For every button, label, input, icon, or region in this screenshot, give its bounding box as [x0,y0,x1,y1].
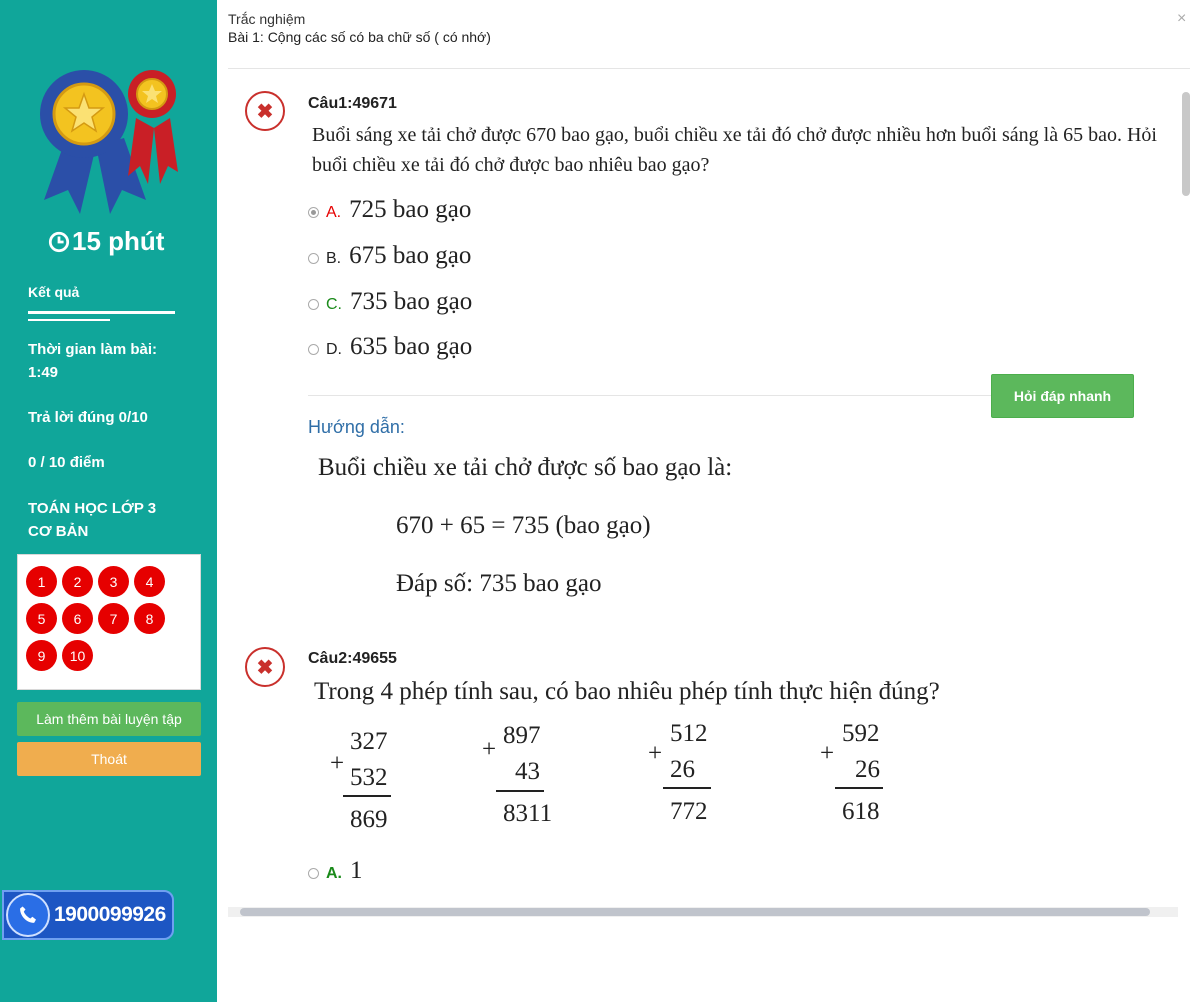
question-number-4[interactable]: 4 [134,566,165,597]
calc-2-bottom: 43 [515,758,540,785]
section-divider [308,395,992,396]
question-text: Buổi sáng xe tải chở được 670 bao gạo, buổi chiều xe tải đó chở được nhiều hơn buổi sáng là 65 bao. Hỏi buổi chiều xe tải đó chở được bao nhiêu bao gạo? [312,124,1157,176]
question-number-8[interactable]: 8 [134,603,165,634]
clock-icon [48,231,70,253]
calc-2-result: 8311 [503,800,553,827]
option-a[interactable] [308,196,471,224]
result-bar [28,311,175,314]
result-label: Kết quả [28,284,80,300]
option-letter: D. [326,341,342,358]
header-type: Trắc nghiệm [228,11,306,27]
solution-line: Buổi chiều xe tải chở được số bao gạo là: [318,454,733,481]
wrong-answer-icon: ✖ [245,91,285,131]
calc-1-result: 869 [350,806,388,833]
lesson-title: Bài 1: Cộng các số có ba chữ số ( có nhớ) [228,29,491,45]
hotline-badge[interactable] [2,890,174,940]
correct-answers: Trả lời đúng 0/10 [28,409,148,426]
plus-sign: + [820,740,835,767]
time-spent: Thời gian làm bài: 1:49 [28,341,158,381]
option-letter: A. [326,865,342,882]
question-number-5[interactable]: 5 [26,603,57,634]
question-number-9[interactable]: 9 [26,640,57,671]
exit-button[interactable]: Thoát [17,742,201,776]
solution-calculation: 670 + 65 = 735 (bao gạo) [396,512,651,539]
question-number-1[interactable]: 1 [26,566,57,597]
header-divider [228,68,1190,69]
radio-button[interactable] [308,299,319,310]
option-letter: C. [326,296,342,313]
option-b[interactable] [308,242,471,270]
phone-icon [6,893,50,937]
option-text: 675 bao gạo [349,242,472,269]
close-icon[interactable]: × [1177,10,1187,27]
plus-sign: + [648,740,663,767]
wrong-answer-icon: ✖ [245,647,285,687]
option-letter: A. [326,204,342,221]
guide-label: Hướng dẫn: [308,417,405,437]
option-text: 735 bao gạo [350,288,473,315]
sidebar [0,0,217,1002]
calc-1-top: 327 [350,728,388,755]
plus-sign: + [482,736,497,763]
calc-1-bottom: 532 [350,764,388,791]
vertical-scrollbar[interactable] [1182,92,1190,196]
radio-button[interactable] [308,207,319,218]
practice-more-button[interactable]: Làm thêm bài luyện tập [17,702,201,736]
plus-sign: + [330,750,345,777]
option-text: 635 bao gạo [350,333,473,360]
question-number-2[interactable]: 2 [62,566,93,597]
solution-answer: Đáp số: 735 bao gạo [396,570,602,597]
calc-4-result: 618 [842,798,880,825]
hotline-number: 1900099926 [54,903,166,926]
medal-icon [36,68,186,214]
option-a[interactable] [308,857,363,885]
calc-4-top: 592 [842,720,880,747]
option-d[interactable] [308,333,472,361]
radio-button[interactable] [308,868,319,879]
calc-3-bottom: 26 [670,756,695,783]
option-letter: B. [326,250,342,267]
calc-3-top: 512 [670,720,708,747]
radio-button[interactable] [308,344,319,355]
question-number-7[interactable]: 7 [98,603,129,634]
question-navigator [17,554,201,690]
calc-2-line [496,790,544,792]
question-number-3[interactable]: 3 [98,566,129,597]
calc-1-line [343,795,391,797]
radio-button[interactable] [308,253,319,264]
course-name: TOÁN HỌC LỚP 3 CƠ BẢN [28,500,157,540]
horizontal-scrollbar[interactable] [240,908,1150,916]
calc-3-result: 772 [670,798,708,825]
question-number-6[interactable]: 6 [62,603,93,634]
option-text: 1 [350,857,363,884]
result-progress [28,319,110,321]
option-c[interactable] [308,288,472,316]
calc-4-bottom: 26 [855,756,880,783]
calc-4-line [835,787,883,789]
calc-2-top: 897 [503,722,541,749]
timer [48,226,164,257]
calc-3-line [663,787,711,789]
score: 0 / 10 điểm [28,454,105,471]
question-id: Câu1:49671 [308,95,397,112]
option-text: 725 bao gạo [349,196,472,223]
question-id: Câu2:49655 [308,650,397,667]
question-number-10[interactable]: 10 [62,640,93,671]
question-text: Trong 4 phép tính sau, có bao nhiêu phép tính thực hiện đúng? [314,678,940,705]
timer-label: 15 phút [72,226,165,256]
quick-ask-button[interactable]: Hỏi đáp nhanh [991,374,1134,418]
